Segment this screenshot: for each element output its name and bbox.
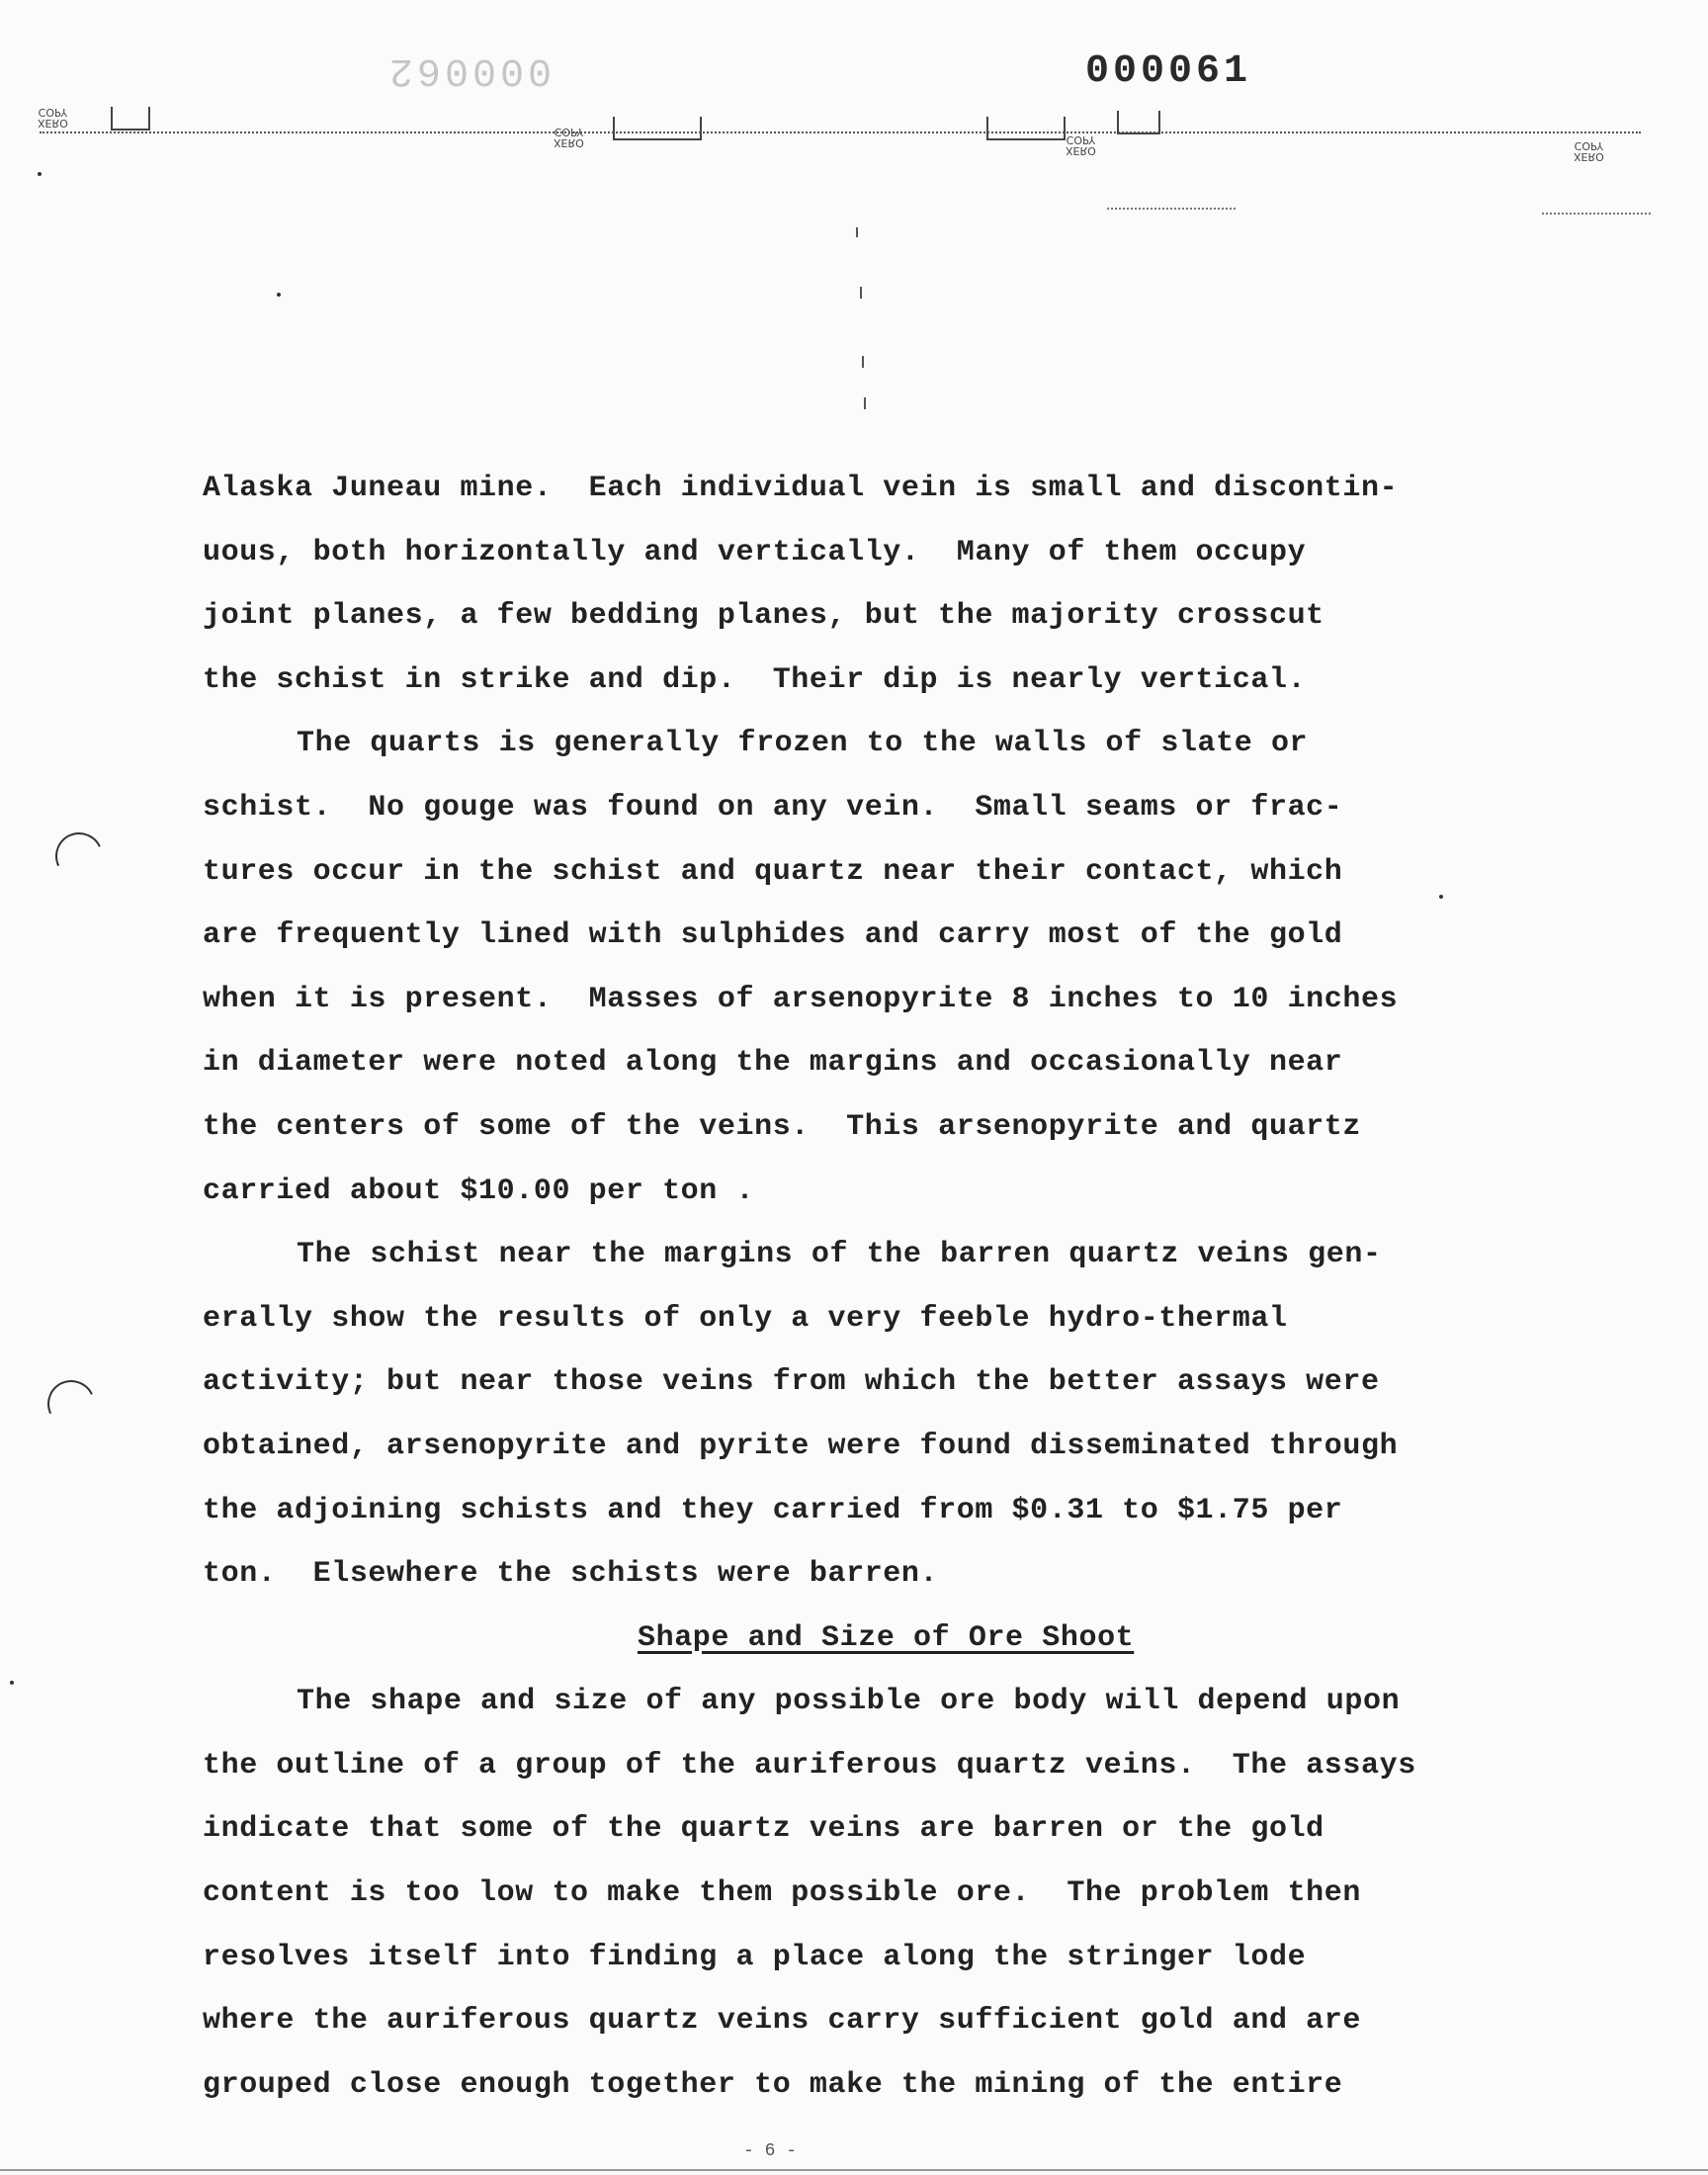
text-line: activity; but near those veins from which the better assays were (203, 1365, 1380, 1400)
scan-tick (860, 287, 862, 299)
text-line: obtained, arsenopyrite and pyrite were found disseminated through (203, 1429, 1399, 1463)
text-line: uous, both horizontally and vertically. Many of them occupy (203, 535, 1307, 569)
text-line: are frequently lined with sulphides and carry most of the gold (203, 918, 1343, 953)
crop-bracket (986, 117, 1066, 140)
text-line: indicate that some of the quartz veins are barren or the gold (203, 1812, 1324, 1847)
text-line: where the auriferous quartz veins carry sufficient gold and are (203, 2004, 1361, 2039)
text-line: carried about $10.00 per ton . (203, 1174, 755, 1208)
xerox-stamp-1: COPY XERO (38, 106, 68, 130)
fold-line (1107, 208, 1236, 210)
section-heading: Shape and Size of Ore Shoot (638, 1620, 1135, 1655)
xerox-stamp-4: COPY XERO (1574, 139, 1604, 163)
text-line: when it is present. Masses of arsenopyrite 8 inches to 10 inches (203, 982, 1399, 1016)
page-number: - 6 - (743, 2141, 798, 2161)
text-line: the centers of some of the veins. This arsenopyrite and quartz (203, 1109, 1361, 1144)
text-line: the adjoining schists and they carried from $0.31 to $1.75 per (203, 1493, 1343, 1527)
xerox-stamp-3: COPY XERO (1066, 133, 1096, 157)
text-line: The quarts is generally frozen to the walls of slate or (297, 727, 1309, 761)
punch-hole-mark (41, 1373, 102, 1435)
text-line: resolves itself into finding a place along the stringer lode (203, 1940, 1307, 1974)
bleed-through-number: 000062 (385, 47, 553, 92)
scan-speck (277, 293, 281, 297)
text-line: schist. No gouge was found on any vein. Small seams or frac- (203, 790, 1343, 825)
scan-speck (38, 172, 42, 176)
text-line: content is too low to make them possible ore. The problem then (203, 1876, 1361, 1911)
xerox-stamp-2: COPY XERO (554, 126, 584, 149)
crop-bracket (613, 117, 702, 140)
text-line: joint planes, a few bedding planes, but the majority crosscut (203, 599, 1324, 634)
text-line: the schist in strike and dip. Their dip is nearly vertical. (203, 662, 1307, 697)
body-text (203, 457, 1478, 2117)
scan-tick (856, 227, 858, 237)
text-line: erally show the results of only a very feeble hydro-thermal (203, 1301, 1288, 1336)
text-line: Alaska Juneau mine. Each individual vein is small and discontin- (203, 472, 1399, 505)
text-line: The schist near the margins of the barren quartz veins gen- (297, 1238, 1382, 1272)
crop-bracket (111, 107, 150, 130)
page-edge (0, 2169, 1708, 2171)
scan-tick (864, 397, 866, 409)
scan-tick (862, 356, 864, 368)
text-line: The shape and size of any possible ore body will depend upon (297, 1685, 1401, 1719)
text-line: the outline of a group of the auriferous quartz veins. The assays (203, 1748, 1416, 1783)
fold-line (1542, 213, 1651, 215)
document-number: 000061 (1085, 49, 1252, 94)
punch-hole-mark (48, 826, 110, 887)
text-line: grouped close enough together to make the mining of the entire (203, 2067, 1343, 2102)
text-line: tures occur in the schist and quartz near their contact, which (203, 854, 1343, 889)
fold-line (40, 131, 1641, 133)
scan-speck (10, 1681, 14, 1685)
text-line: ton. Elsewhere the schists were barren. (203, 1557, 939, 1592)
text-line: in diameter were noted along the margins and occasionally near (203, 1046, 1343, 1081)
